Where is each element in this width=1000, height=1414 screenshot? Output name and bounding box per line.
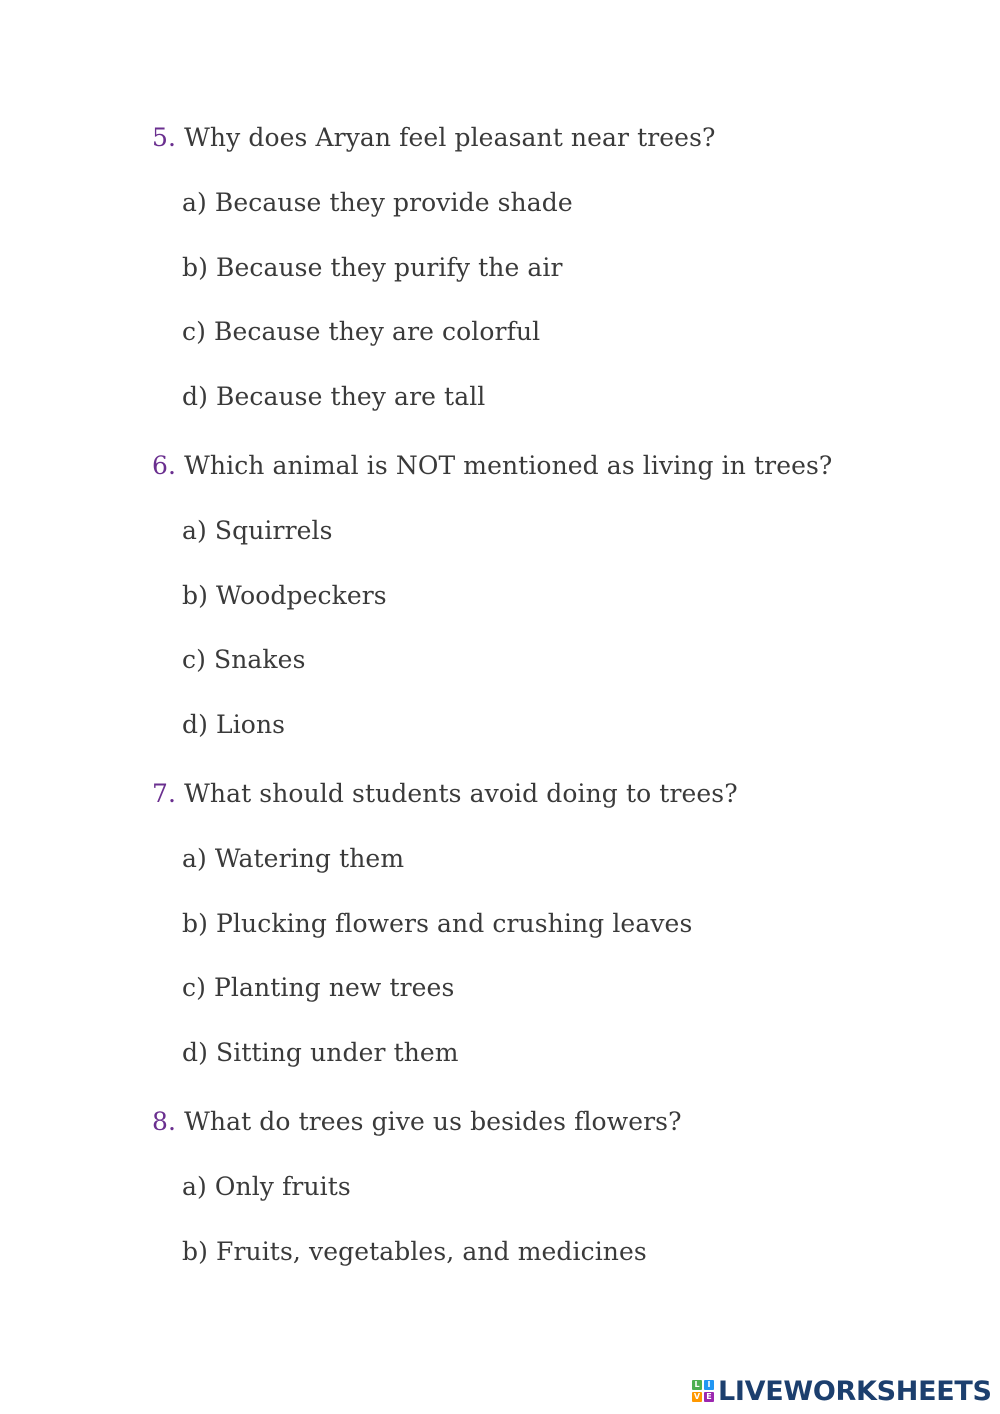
logo-letter: L (692, 1380, 702, 1390)
option-6a[interactable]: a) Squirrels (182, 516, 333, 545)
option-8a[interactable]: a) Only fruits (182, 1172, 351, 1201)
option-7a[interactable]: a) Watering them (182, 844, 405, 873)
question-7 (152, 779, 738, 809)
option-7b[interactable]: b) Plucking flowers and crushing leaves (182, 909, 693, 938)
logo-letter: I (704, 1380, 714, 1390)
question-6 (152, 451, 832, 481)
option-5b[interactable]: b) Because they purify the air (182, 253, 563, 282)
question-number: 6. (152, 451, 177, 480)
option-5a[interactable]: a) Because they provide shade (182, 188, 573, 217)
question-text: Why does Aryan feel pleasant near trees? (184, 123, 716, 152)
question-text: Which animal is NOT mentioned as living in trees? (184, 451, 833, 480)
logo-letter: E (704, 1392, 714, 1402)
logo-mark-icon (692, 1380, 714, 1402)
option-7c[interactable]: c) Planting new trees (182, 973, 455, 1002)
liveworksheets-logo (692, 1374, 992, 1408)
option-5d[interactable]: d) Because they are tall (182, 382, 486, 411)
brand-name: LIVEWORKSHEETS (718, 1375, 992, 1407)
question-number: 7. (152, 779, 177, 808)
option-8b[interactable]: b) Fruits, vegetables, and medicines (182, 1237, 647, 1266)
option-6b[interactable]: b) Woodpeckers (182, 581, 387, 610)
option-5c[interactable]: c) Because they are colorful (182, 317, 541, 346)
question-8 (152, 1107, 682, 1137)
option-6c[interactable]: c) Snakes (182, 645, 306, 674)
logo-letter: V (693, 1392, 701, 1401)
question-5 (152, 123, 716, 153)
question-number: 5. (152, 123, 177, 152)
question-text: What do trees give us besides flowers? (184, 1107, 682, 1136)
question-text: What should students avoid doing to trees? (184, 779, 738, 808)
option-6d[interactable]: d) Lions (182, 710, 286, 739)
option-7d[interactable]: d) Sitting under them (182, 1038, 459, 1067)
question-number: 8. (152, 1107, 177, 1136)
